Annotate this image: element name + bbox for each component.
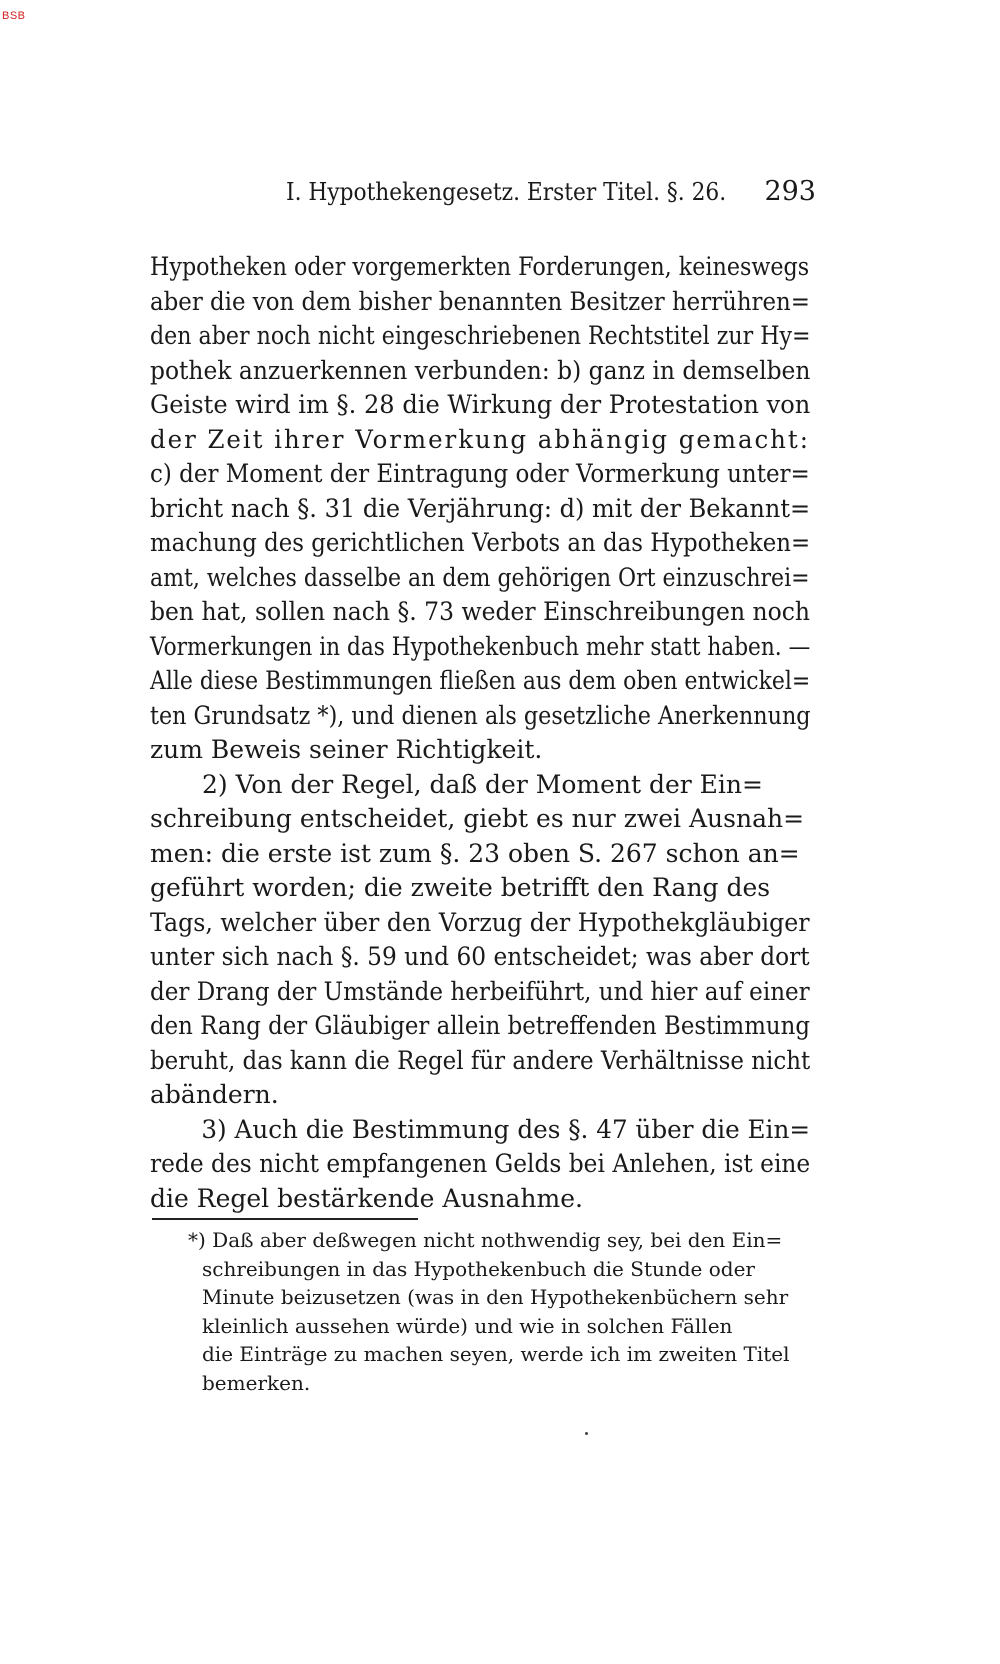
body-line: ben hat, sollen nach §. 73 weder Einschreibungen noch (150, 597, 811, 626)
running-title: I. Hypothekengesetz. Erster Titel. §. 26. (286, 178, 727, 206)
body-line: Alle diese Bestimmungen fließen aus dem oben entwickel= (150, 666, 811, 695)
body-line: Hypotheken oder vorgemerkten Forderungen, keineswegs (150, 252, 810, 281)
body-line: die Regel bestärkende Ausnahme. (150, 1183, 583, 1213)
body-line: den Rang der Gläubiger allein betreffenden Bestimmung (150, 1011, 810, 1040)
footnote-line: die Einträge zu machen seyen, werde ich im zweiten Titel (202, 1342, 790, 1366)
body-line: schreibung entscheidet, giebt es nur zwei Ausnah= (150, 804, 805, 833)
page-header (286, 178, 816, 218)
body-line: amt, welches dasselbe an dem gehörigen Ort einzuschrei= (150, 562, 810, 592)
footnote-line: *) Daß aber deßwegen nicht nothwendig sey, bei den Ein= (188, 1228, 783, 1252)
footnote-line: schreibungen in das Hypothekenbuch die Stunde oder (202, 1256, 755, 1281)
body-line: men: die erste ist zum §. 23 oben S. 267 schon an= (150, 838, 800, 868)
body-line: 3) Auch die Bestimmung des §. 47 über die Ein= (201, 1114, 811, 1144)
body-line: den aber noch nicht eingeschriebenen Rechtstitel zur Hy= (150, 321, 811, 350)
body-line: zum Beweis seiner Richtigkeit. (150, 735, 543, 764)
body-line: ten Grundsatz *), und dienen als gesetzliche Anerkennung (150, 700, 811, 730)
body-line: der Drang der Umstände herbeiführt, und hier auf einer (150, 976, 810, 1006)
body-line: bricht nach §. 31 die Verjährung: d) mit der Bekannt= (150, 493, 811, 523)
body-line: Geiste wird im §. 28 die Wirkung der Protestation von (150, 390, 811, 419)
body-line: der Zeit ihrer Vormerkung abhängig gemacht: (150, 424, 810, 454)
footnote (188, 1226, 812, 1397)
library-mark: BSB (2, 10, 26, 22)
body-text (150, 250, 810, 1216)
footnote-separator-rule (152, 1218, 418, 1220)
footnote-line: bemerken. (202, 1370, 311, 1395)
body-line: Tags, welcher über den Vorzug der Hypothekgläubiger (150, 907, 810, 937)
footnote-line: kleinlich aussehen würde) und wie in solchen Fällen (202, 1313, 733, 1338)
body-line: unter sich nach §. 59 und 60 entscheidet; was aber dort (150, 942, 810, 971)
body-line: pothek anzuerkennen verbunden: b) ganz in demselben (150, 355, 811, 385)
ink-speck (585, 1432, 588, 1435)
body-line: 2) Von der Regel, daß der Moment der Ein= (202, 769, 763, 799)
body-line: abändern. (150, 1080, 279, 1109)
body-line: c) der Moment der Eintragung oder Vormerkung unter= (150, 459, 810, 488)
body-line: beruht, das kann die Regel für andere Verhältnisse nicht (150, 1045, 811, 1075)
body-line: geführt worden; die zweite betrifft den Rang des (150, 873, 771, 902)
page-number: 293 (764, 176, 816, 207)
body-line: Vormerkungen in das Hypothekenbuch mehr statt haben. — (150, 631, 811, 661)
body-line: machung des gerichtlichen Verbots an das Hypotheken= (150, 528, 811, 557)
footnote-line: Minute beizusetzen (was in den Hypothekenbüchern sehr (202, 1285, 789, 1309)
body-line: rede des nicht empfangenen Gelds bei Anlehen, ist eine (150, 1149, 811, 1178)
body-line: aber die von dem bisher benannten Besitzer herrühren= (150, 286, 810, 316)
